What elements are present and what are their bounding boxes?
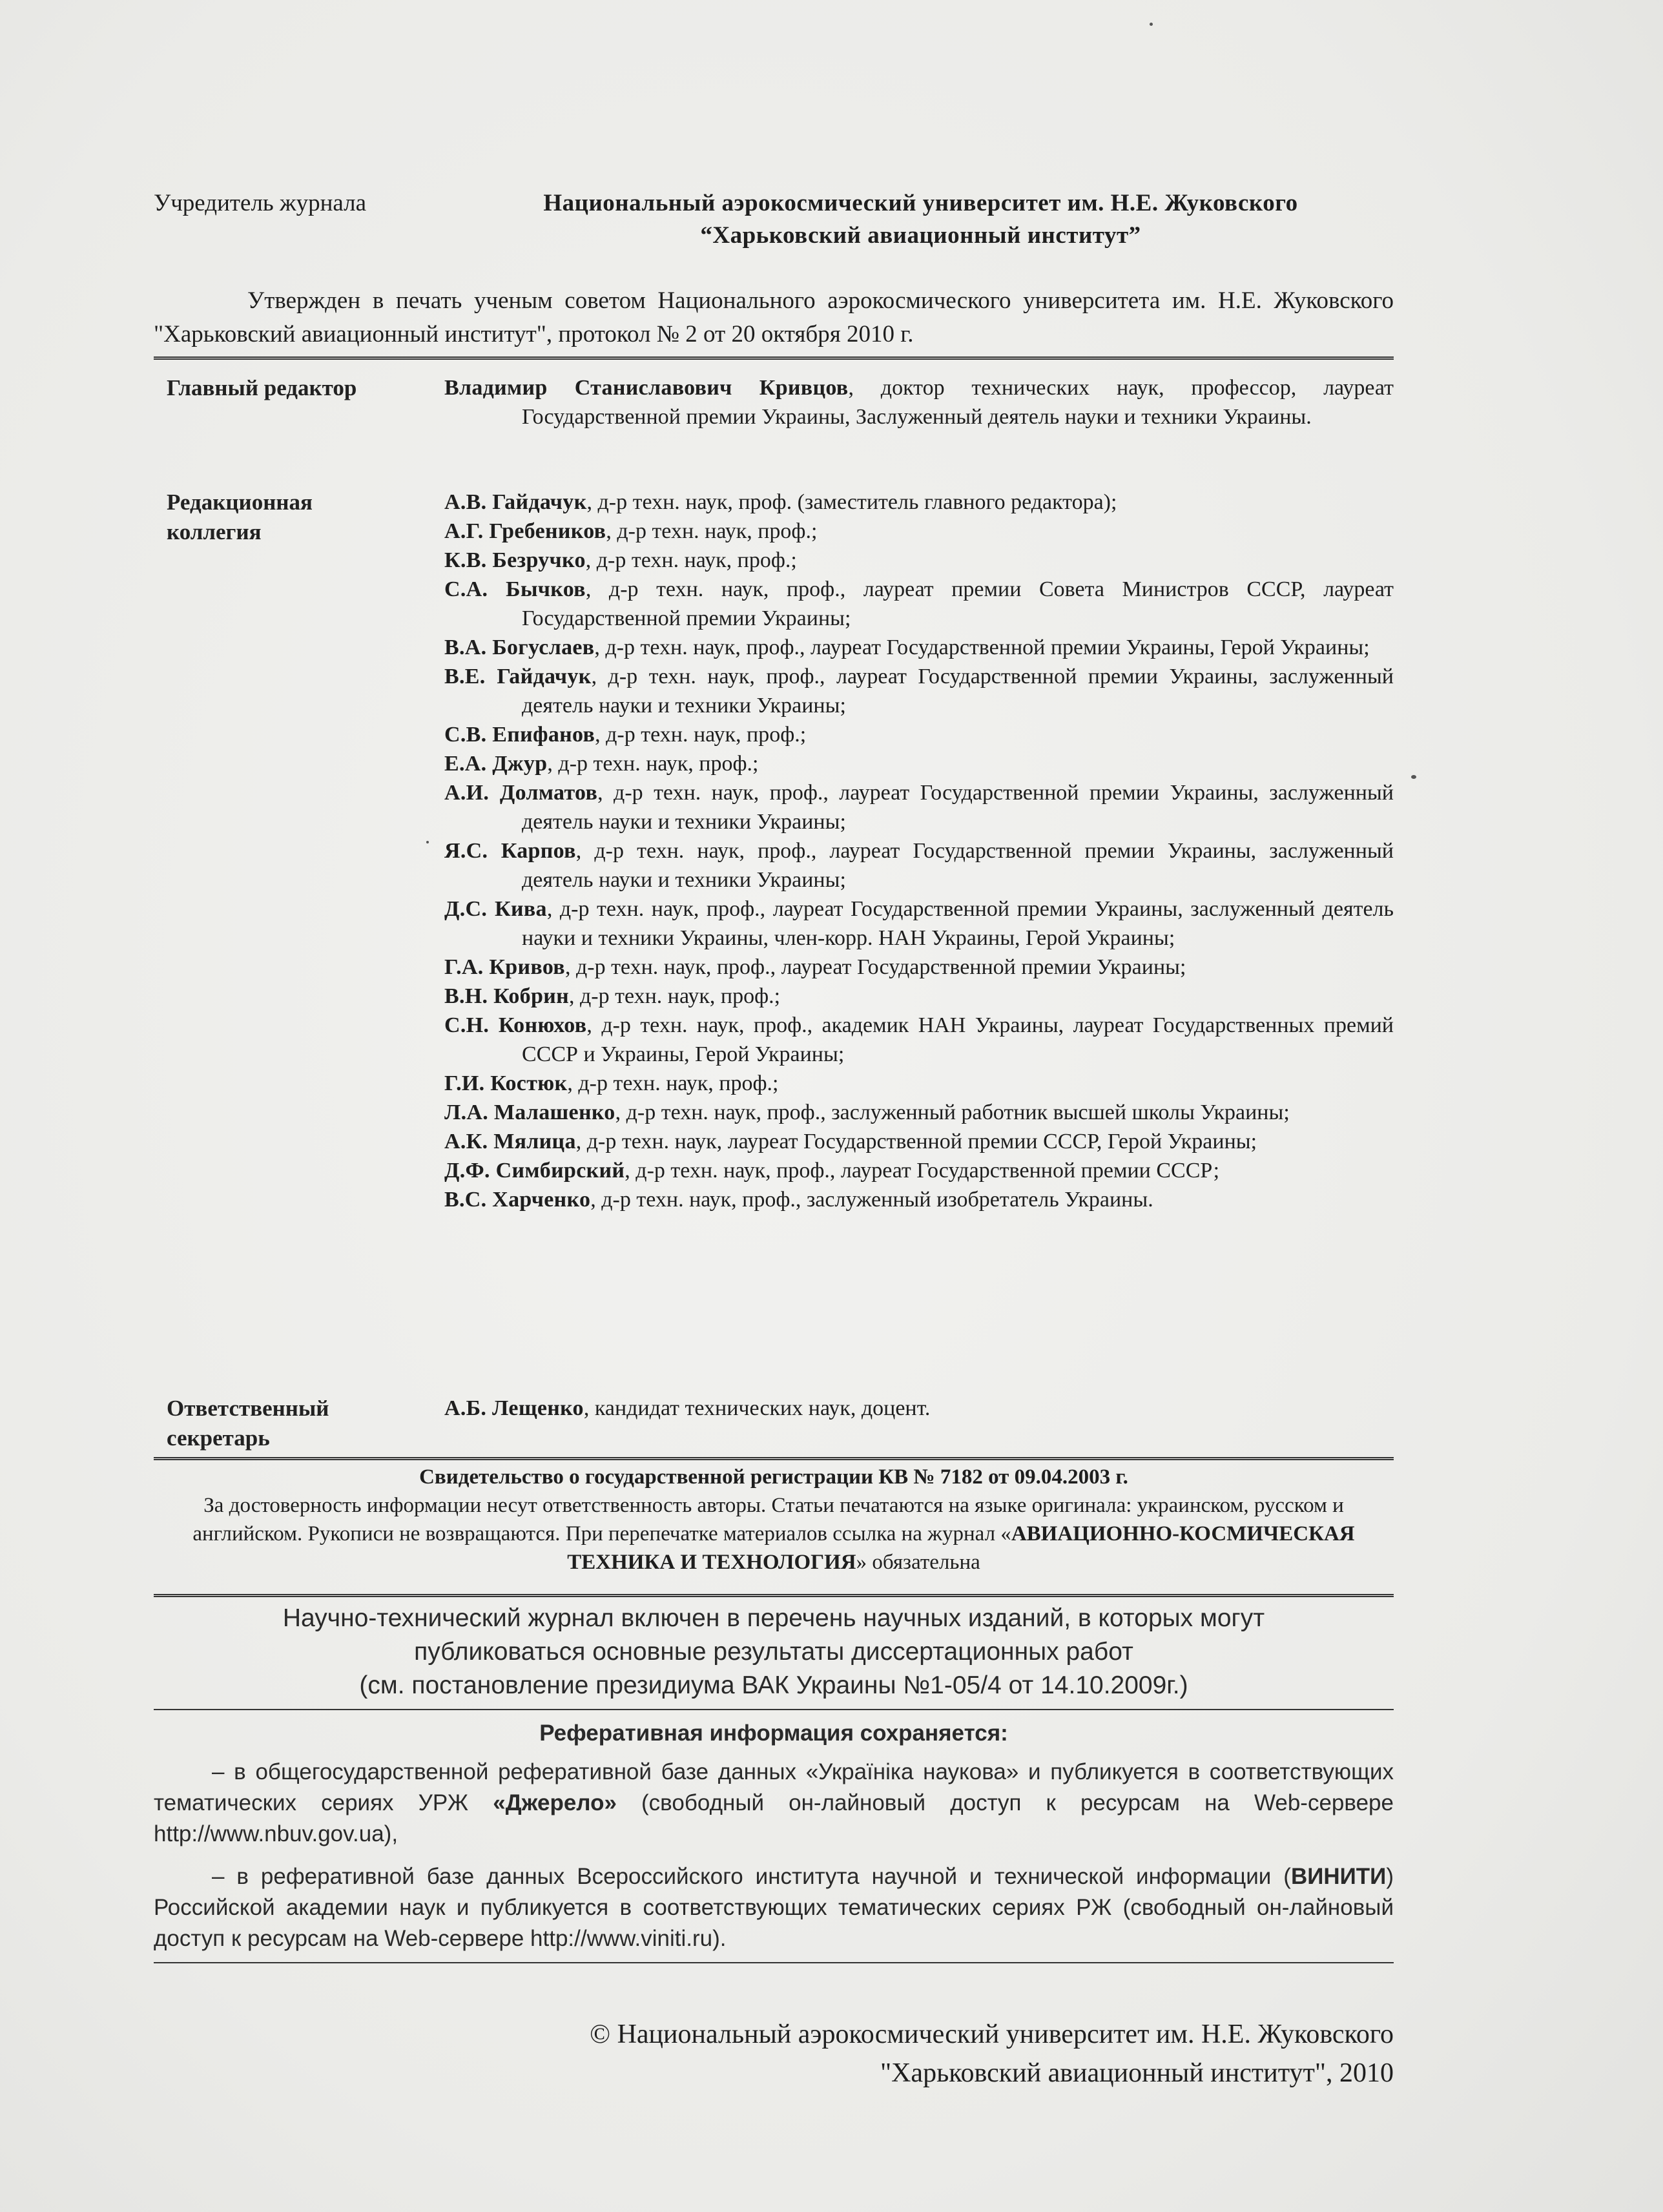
board-member [444, 1185, 1394, 1214]
board-member [444, 1098, 1394, 1127]
board-member [444, 488, 1394, 517]
board-member-details: , д-р техн. наук, проф., лауреат Государственной премии Украины, Герой Украины; [594, 636, 1370, 659]
board-member [444, 749, 1394, 778]
p1-text-b: (свободный он-лайновый доступ к ресурсам на Web-сервере http://www.nbuv.gov.ua), [154, 1790, 1394, 1846]
editorial-board-list [444, 488, 1394, 1214]
board-member-details: , д-р техн. наук, проф., лауреат Государственной премии Украины; [564, 955, 1186, 979]
founder-name [448, 187, 1394, 252]
board-member-name: В.Н. Кобрин [444, 984, 569, 1008]
chief-editor-details: , доктор технических наук, профессор, лауреат Государственной премии Украины, Заслуженный деятель науки и техники Украины. [522, 376, 1394, 429]
board-member-details: , д-р техн. наук, проф.; [585, 548, 797, 572]
p2-bold: ВИНИТИ [1290, 1864, 1387, 1889]
chief-editor-entry [444, 373, 1394, 431]
abstract-info-paragraph-1 [154, 1757, 1394, 1850]
copyright-line-2: "Харьковский авиационный институт", 2010 [880, 2058, 1394, 2088]
board-member-details: , д-р техн. наук, проф.; [547, 752, 759, 776]
secretary-name: А.Б. Лещенко [444, 1396, 584, 1420]
chief-editor-name: Владимир Станиславович Кривцов [444, 376, 849, 400]
board-member-name: Д.Ф. Симбирский [444, 1159, 625, 1183]
abstract-info-paragraph-2 [154, 1861, 1394, 1954]
certificate-text [154, 1491, 1394, 1576]
abstract-info-heading: Реферативная информация сохраняется: [539, 1721, 1008, 1746]
board-member-details: , д-р техн. наук, проф. (заместитель главного редактора); [586, 490, 1117, 514]
board-member-details: , д-р техн. наук, проф.; [568, 984, 781, 1008]
secretary-entry [444, 1394, 1394, 1423]
board-member-name: Я.С. Карпов [444, 839, 576, 863]
board-member [444, 982, 1394, 1011]
board-member-name: А.Г. Гребеников [444, 519, 606, 543]
board-member-details: , д-р техн. наук, проф., заслуженный изобретатель Украины. [590, 1188, 1153, 1212]
abstract-info [154, 1718, 1394, 1966]
board-member-name: К.В. Безручко [444, 548, 586, 572]
board-member [444, 517, 1394, 546]
board-member [444, 546, 1394, 575]
board-member-details: , д-р техн. наук, проф., лауреат Государственной премии Украины, заслуженный деятель науки и техники Украины, член-корр. НАН Украины, Герой Украины; [522, 897, 1394, 950]
board-member-details: , д-р техн. наук, проф.; [606, 519, 818, 543]
board-member-details: , д-р техн. наук, проф., академик НАН Украины, лауреат Государственных премий СССР и Украины, Герой Украины; [522, 1013, 1394, 1066]
divider-vak [154, 1594, 1394, 1597]
copyright-block [154, 2015, 1394, 2093]
divider-top [154, 357, 1394, 360]
board-member-details: , д-р техн. наук, проф., лауреат премии Совета Министров СССР, лауреат Государственной премии Украины; [522, 577, 1394, 630]
board-member-name: С.В. Епифанов [444, 723, 595, 747]
board-member-name: С.А. Бычков [444, 577, 586, 601]
founder-label: Учредитель журнала [154, 190, 367, 216]
scan-speck [1150, 23, 1153, 26]
board-member-name: В.Е. Гайдачук [444, 665, 592, 688]
chief-editor-body [444, 373, 1394, 431]
board-member [444, 894, 1394, 953]
copyright-line-1: © Национальный аэрокосмический университет им. Н.Е. Жуковского [590, 2020, 1394, 2049]
board-member-name: А.К. Мялица [444, 1130, 576, 1153]
certificate-text-before: За достоверность информации несут ответственность авторы. Статьи печатаются на языке оригинала: украинском, русском и английском. Рукописи не возвращаются. При перепечатке материалов ссылка на журнал « [192, 1494, 1344, 1545]
secretary-label: Ответственный секретарь [167, 1396, 329, 1451]
board-member-name: С.Н. Конюхов [444, 1013, 587, 1037]
board-member-name: А.В. Гайдачук [444, 490, 587, 514]
editorial-board-label: Редакционная коллегия [167, 490, 313, 544]
board-member [444, 1127, 1394, 1156]
board-member-name: В.А. Богуслаев [444, 636, 595, 659]
board-member [444, 1069, 1394, 1098]
board-member [444, 720, 1394, 749]
board-member-name: Г.И. Костюк [444, 1071, 568, 1095]
board-member-name: В.С. Харченко [444, 1188, 591, 1212]
certificate-text-after: » обязательна [856, 1551, 980, 1574]
board-member [444, 836, 1394, 894]
p2-text-a: – в реферативной базе данных Всероссийского института научной и технической информации ( [212, 1864, 1291, 1889]
p1-bold: «Джерело» [493, 1790, 617, 1815]
founder-line-1: Национальный аэрокосмический университет им. Н.Е. Жуковского [543, 190, 1298, 216]
divider-bottom [154, 1962, 1394, 1963]
board-member-details: , д-р техн. наук, проф., лауреат Государственной премии Украины, заслуженный деятель науки и техники Украины; [522, 839, 1394, 892]
vak-line-1: Научно-технический журнал включен в перечень научных изданий, в которых могут [282, 1604, 1265, 1632]
vak-line-3: (см. постановление президиума ВАК Украины №1-05/4 от 14.10.2009г.) [359, 1671, 1188, 1699]
secretary-details: , кандидат технических наук, доцент. [583, 1396, 931, 1420]
board-member [444, 633, 1394, 662]
board-member [444, 575, 1394, 633]
p1-text-a: – в общегосударственной реферативной базе данных «Україніка наукова» и публикуется в соответствующих тематических сериях УРЖ [154, 1759, 1394, 1815]
board-member-details: , д-р техн. наук, проф., лауреат Государственной премии СССР; [625, 1159, 1220, 1183]
scan-speck [1411, 775, 1416, 779]
board-member-name: Л.А. Малашенко [444, 1101, 615, 1124]
board-member-details: , д-р техн. наук, проф., лауреат Государственной премии Украины, заслуженный деятель науки и техники Украины; [522, 665, 1394, 718]
board-member [444, 778, 1394, 836]
journal-name: АВИАЦИОННО-КОСМИЧЕСКАЯ ТЕХНИКА И ТЕХНОЛОГИЯ [567, 1522, 1355, 1574]
board-member [444, 953, 1394, 982]
board-member-details: , д-р техн. наук, проф.; [567, 1071, 779, 1095]
board-member-details: , д-р техн. наук, проф., лауреат Государственной премии Украины, заслуженный деятель науки и техники Украины; [522, 781, 1394, 834]
approval-note: Утвержден в печать ученым советом Национального аэрокосмического университета им. Н.Е. Жуковского "Харьковский авиационный институт", протокол № 2 от 20 октября 2010 г. [154, 287, 1394, 347]
board-member-name: Д.С. Кива [444, 897, 547, 921]
board-member [444, 1156, 1394, 1185]
board-member-details: , д-р техн. наук, проф., заслуженный работник высшей школы Украины; [615, 1101, 1290, 1124]
chief-editor-label: Главный редактор [167, 375, 357, 400]
board-member-name: Г.А. Кривов [444, 955, 565, 979]
vak-notice [154, 1602, 1394, 1702]
board-member-name: А.И. Долматов [444, 781, 598, 805]
founder-line-2: “Харьковский авиационный институт” [700, 222, 1141, 249]
board-member [444, 1011, 1394, 1069]
secretary-body [444, 1394, 1394, 1423]
divider-abstract [154, 1709, 1394, 1710]
certificate-title: Свидетельство о государственной регистрации КВ № 7182 от 09.04.2003 г. [419, 1465, 1128, 1489]
scan-speck [426, 841, 429, 843]
board-member-name: Е.А. Джур [444, 752, 548, 776]
board-member-details: , д-р техн. наук, лауреат Государственной премии СССР, Герой Украины; [575, 1130, 1257, 1153]
divider-certificate [154, 1457, 1394, 1460]
p2-text-b: ) Российской академии наук и публикуется в соответствующих тематических сериях РЖ (свободный он-лайновый доступ к ресурсам на Web-сервере http://www.viniti.ru). [154, 1864, 1394, 1951]
board-member [444, 662, 1394, 720]
vak-line-2: публиковаться основные результаты диссертационных работ [414, 1638, 1133, 1666]
registration-certificate [154, 1463, 1394, 1576]
board-member-details: , д-р техн. наук, проф.; [595, 723, 807, 747]
